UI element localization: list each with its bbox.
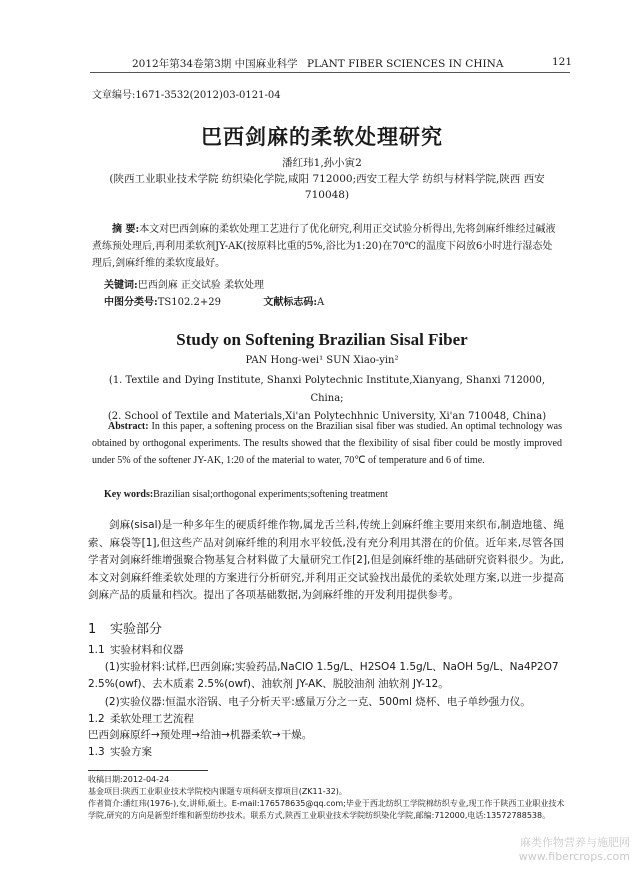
subsection-heading xyxy=(88,711,194,726)
instruments-paragraph: (2)实验仪器:恒温水浴锅、电子分析天平:感量万分之一克、500ml 烧杯、电子单纱强力仪。 xyxy=(104,696,531,708)
section-number: 1 xyxy=(88,622,97,637)
subsection-heading xyxy=(88,642,184,657)
footnote-received: 收稿日期:2012-04-24 xyxy=(88,775,170,784)
classification xyxy=(104,293,324,308)
header-rule xyxy=(90,72,570,73)
classification-label: 中图分类号: xyxy=(104,297,158,308)
article-number: 文章编号:1671-3532(2012)03-0121-04 xyxy=(92,90,281,101)
materials-paragraph: (1)实验材料:试样,巴西剑麻;实验药品,NaClO 1.5g/L、H2SO4 1.5g/L、NaOH 5g/L、Na4P2O7 2.5%(owf)、去木质素 2.5%(owf)、油软剂 JY-AK、脱胶油剂 油软剂 JY-12。 xyxy=(88,661,559,690)
classification-value: TS102.2+29 xyxy=(157,297,221,308)
keywords-cn xyxy=(104,276,264,291)
subsection-number: 1.1 xyxy=(88,644,105,656)
watermark xyxy=(480,836,630,864)
authors-cn: 潘红玮1,孙小寅2 xyxy=(282,157,362,169)
authors-en: PAN Hong-wei¹ SUN Xiao-yin² xyxy=(245,355,399,366)
abstract-cn xyxy=(92,221,562,272)
subsection-title: 柔软处理工艺流程 xyxy=(110,713,194,725)
abstract-en xyxy=(92,418,562,469)
keywords-cn-text: 巴西剑麻 正交试验 柔软处理 xyxy=(137,280,265,291)
subsection-title: 实验方案 xyxy=(110,746,152,758)
subsection-number: 1.3 xyxy=(88,746,105,758)
subsection-title: 实验材料和仪器 xyxy=(110,644,184,656)
affiliation-cn: (陕西工业职业技术学院 纺织染化学院,咸阳 712000;西安工程大学 纺织与材料学院,陕西 西安 710048) xyxy=(109,173,545,201)
section-title: 实验部分 xyxy=(110,622,163,637)
subsection-number: 1.2 xyxy=(88,713,105,725)
doc-code-value: A xyxy=(317,297,325,308)
keywords-en-text: Brazilian sisal;orthogonal experiments;softening treatment xyxy=(153,489,388,500)
journal-issue: 2012年第34卷第3期 中国麻业科学 xyxy=(132,58,298,70)
keywords-en-label: Key words: xyxy=(104,489,154,500)
abstract-cn-label: 摘 要: xyxy=(112,224,140,235)
footnote-author: 作者简介:潘红玮(1976-),女,讲师,硕士。E-mail:176578635@qq.com;毕业于西北纺织工学院棉纺织专业,现工作于陕西工业职业技术学院,研究的方向是新型纤维和新型纺纱技术。联系方式,陕西工业职业技术学院纺织染化学院,邮编:712000,电话:13572788538。 xyxy=(88,799,565,820)
page-number: 121 xyxy=(551,56,572,68)
abstract-en-label: Abstract: xyxy=(108,421,149,432)
introduction-paragraph: 剑麻(sisal)是一种多年生的硬质纤维作物,属龙舌兰科,传统上剑麻纤维主要用来织布,制造地毯、绳索、麻袋等[1],但这些产品对剑麻纤维的利用水平较低,没有充分利用其潜在的价值。近年来,尽管各国学者对剑麻纤维增强聚合物基复合材料做了大量研究工作[2],但是剑麻纤维的基础研究资料很少。为此,本文对剑麻纤维柔软处理的方案进行分析研究,并利用正交试验找出最优的柔软处理方案,以进一步提高剑麻产品的质量和档次。提出了各项基础数据,为剑麻纤维的开发利用提供参考。 xyxy=(88,519,564,601)
footnote-fund: 基金项目:陕西工业职业技术学院校内课题专项科研支撑项目(ZK11-32)。 xyxy=(88,787,347,796)
running-header xyxy=(132,56,572,71)
watermark-line1: 麻类作物营养与施肥网 xyxy=(520,836,630,849)
abstract-en-text: In this paper, a softening process on the Brazilian sisal fiber was studied. An optimal technology was obtained by orthogonal experiments. The results showed that the flexibility of sisal fiber could be mostly improved under 5% of the softener JY-AK, 1:20 of the material to water, 70℃ of temperature and 6 of time. xyxy=(92,421,563,466)
keywords-en xyxy=(104,489,388,500)
journal-name-en: PLANT FIBER SCIENCES IN CHINA xyxy=(306,58,504,70)
doc-code-label: 文献标志码: xyxy=(263,297,318,308)
title-en: Study on Softening Brazilian Sisal Fiber xyxy=(176,330,468,349)
affiliation-en-1: (1. Textile and Dying Institute, Shanxi Polytechnic Institute,Xianyang, Shanxi 712000, China; xyxy=(108,375,546,404)
subsection-heading xyxy=(88,744,152,759)
abstract-cn-text: 本文对巴西剑麻的柔软处理工艺进行了优化研究,利用正交试验分析得出,先将剑麻纤维经过碱液煮练预处理后,再利用柔软剂JY-AK(按原料比重的5%,浴比为1:20)在70℃的温度下闷放6小时进行湿态处理后,剑麻纤维的柔软度最好。 xyxy=(92,224,556,269)
footnote-rule xyxy=(88,770,208,771)
watermark-line2: www.fibercrops.com xyxy=(518,850,630,863)
keywords-cn-label: 关键词: xyxy=(104,280,138,291)
title-cn: 巴西剑麻的柔软处理研究 xyxy=(201,125,443,149)
affiliation-en-2: (2. School of Textile and Materials,Xi'an Polytechhnic University, Xi'an 710048, China) xyxy=(107,411,547,422)
section-heading xyxy=(88,618,162,637)
process-flow: 巴西剑麻原纤→预处理→给油→机器柔软→干燥。 xyxy=(88,729,313,741)
